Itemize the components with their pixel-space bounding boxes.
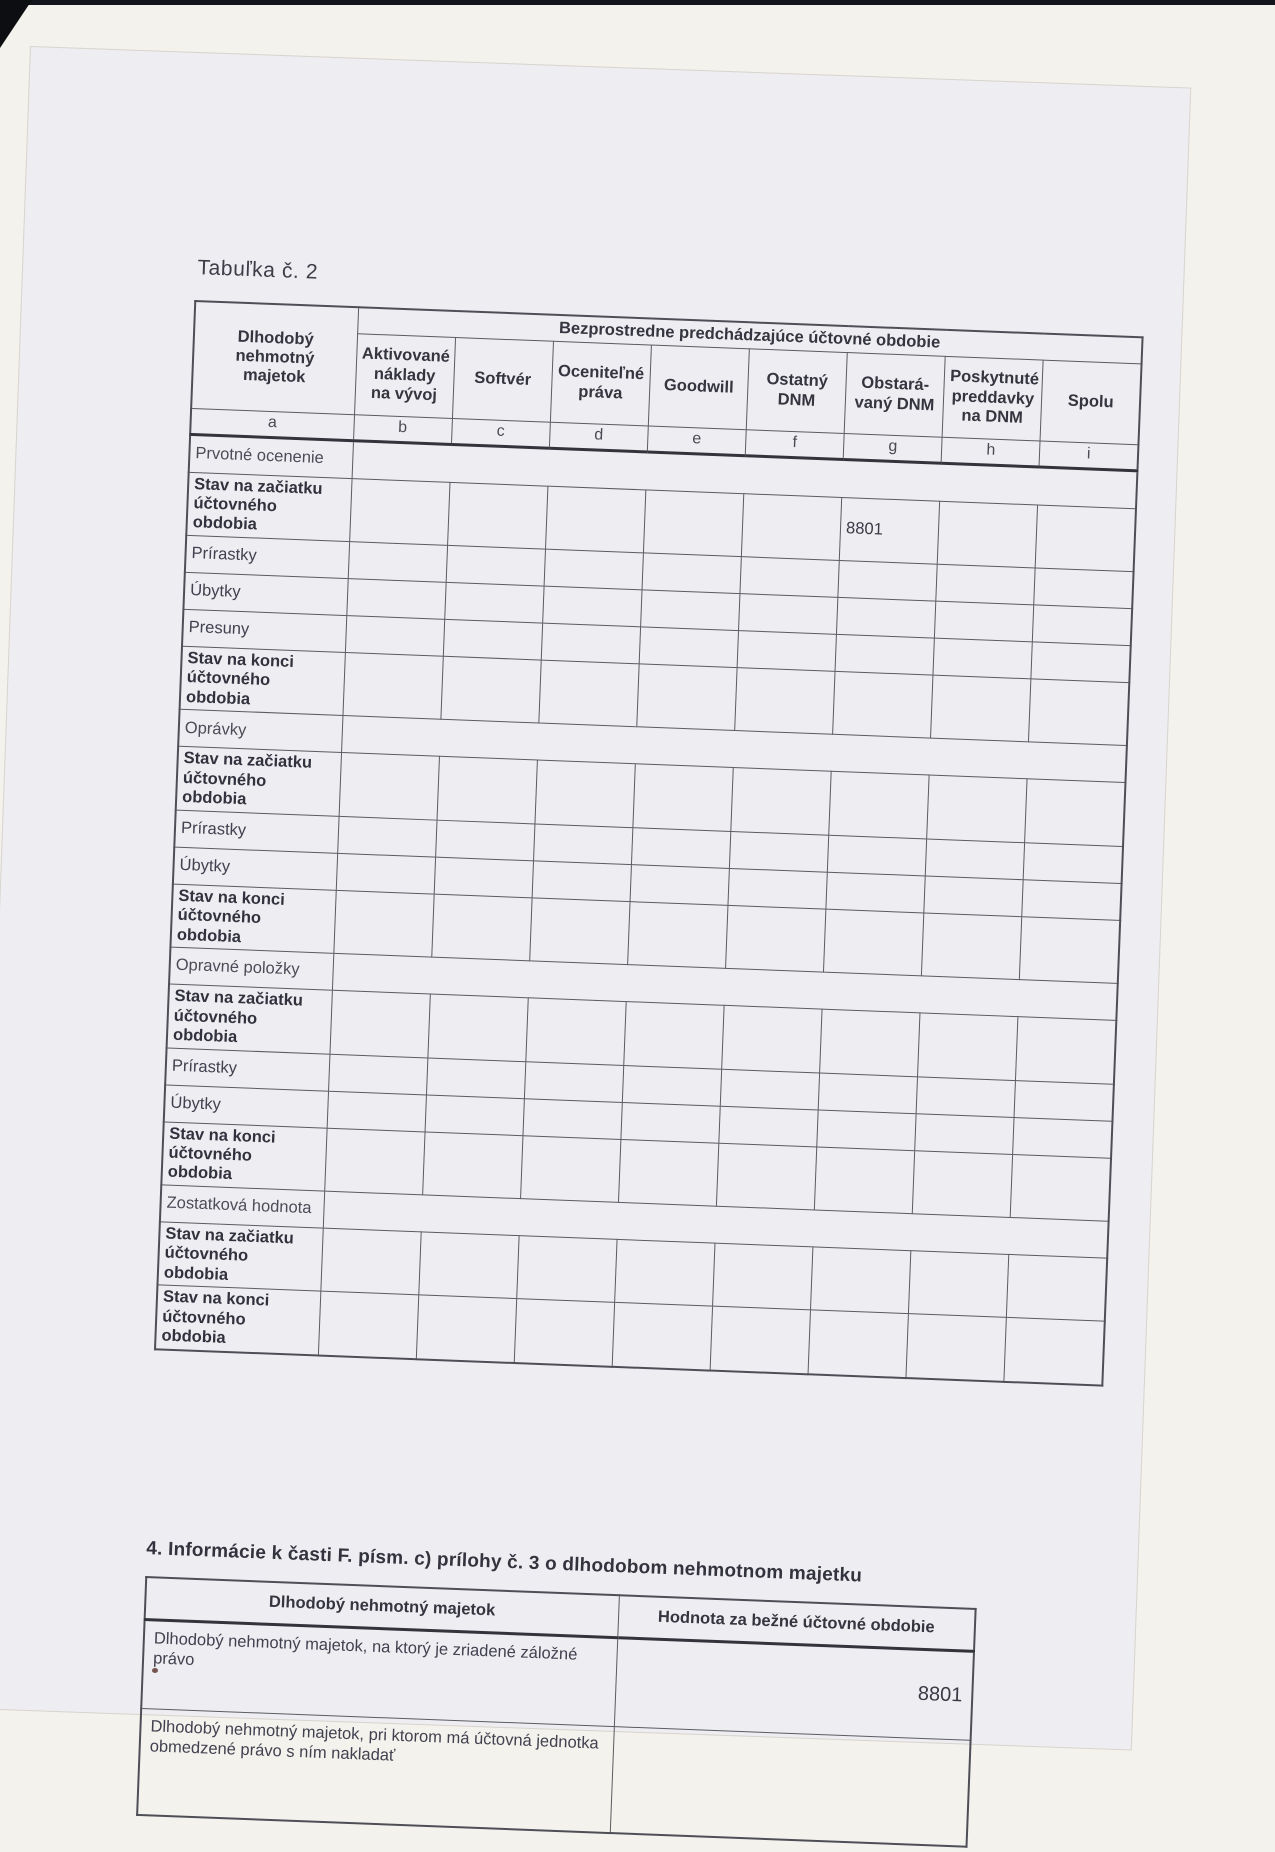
table-cell [532,861,631,902]
table-cell [824,909,924,976]
table-cell [544,549,643,590]
table-cell [630,864,729,905]
table-cell [324,1128,424,1195]
table-cell [933,638,1032,679]
table-cell [526,998,626,1065]
column-letter: a [190,408,354,440]
table-cell [422,1131,522,1198]
table-cell [535,760,635,827]
table-cell [327,1091,426,1132]
table-cell [624,1002,724,1069]
table-cell [826,872,925,913]
row-label: Prírastky [185,535,349,578]
table-cell [906,1314,1006,1382]
row-label: Úbytky [164,1084,328,1127]
table-cell [935,601,1034,642]
table-cell [516,1236,616,1303]
table-cell [729,831,828,872]
column-header: Aktivované náklady na vývoj [354,333,455,418]
table-cell [520,1135,620,1202]
info-col2-header: Hodnota za bežné účtovné obdobie [617,1595,975,1651]
column-letter: b [353,414,452,444]
column-letter: i [1039,441,1138,471]
table-cell [909,1251,1009,1318]
table-cell [618,1139,718,1206]
table-cell [416,1295,516,1363]
table-cell [318,1291,418,1359]
table-cell [541,623,640,664]
table-cell [838,560,937,601]
table-cell [918,1013,1018,1080]
row-label: Stav na konci účtovného obdobia [170,884,335,954]
table-cell [1016,1017,1117,1084]
table-cell [713,1243,813,1310]
table-cell [627,901,727,968]
table-cell [345,615,444,656]
table-cell [615,1239,715,1306]
table-cell [1007,1254,1108,1321]
table-cell [529,898,629,965]
table-cell [1034,568,1134,609]
table-cell [1011,1154,1112,1221]
table-cell [333,890,433,957]
row-label: Stav na konci účtovného obdobia [155,1285,320,1355]
corner-header: Dlhodobý nehmotný majetok [191,301,358,414]
table-cell [739,594,838,635]
scanner-edge-strip [0,0,1275,5]
table-cell [829,772,929,839]
table-cell [912,1150,1012,1217]
document-content [136,256,1147,1852]
table-cell [722,1005,822,1072]
table-cell [343,652,443,719]
column-header: Obstará- vaný DNM [844,352,945,437]
row-label: Prírastky [174,810,338,853]
column-letter: d [549,422,648,452]
table-cell [818,1073,917,1114]
column-header: Spolu [1040,360,1141,445]
table-cell [431,894,531,961]
table-cell [937,501,1037,568]
row-label: Stav na začiatku účtovného obdobia [157,1222,322,1292]
row-label: Úbytky [173,847,337,890]
column-letter: e [647,425,746,455]
row-label: Stav na konci účtovného obdobia [180,646,345,716]
table-cell [827,835,926,876]
table-cell [631,827,730,868]
column-header: Softvér [452,337,553,422]
table-cell [927,775,1027,842]
table-cell [737,631,836,672]
table-cell [621,1102,720,1143]
table-cell [443,619,542,660]
table-cell [330,990,430,1057]
table-cell [328,1054,427,1095]
table-cell [523,1098,622,1139]
table-cell [446,545,545,586]
table-cell [545,486,645,553]
table-cell [337,816,436,857]
table-cell [637,664,737,731]
table-cell [434,857,533,898]
table-cell [924,876,1023,917]
table-cell [339,753,439,820]
row-label: Stav na začiatku účtovného obdobia [176,746,341,816]
column-letter: f [745,429,844,459]
table-cell [720,1069,819,1110]
table-cell [622,1065,721,1106]
row-label: Stav na začiatku účtovného obdobia [186,472,351,542]
value-current-period: 8801 [614,1637,974,1740]
table-cell [820,1009,920,1076]
table-cell [642,553,741,594]
table-cell [441,656,541,723]
table-cell [539,660,639,727]
table-cell [931,675,1031,742]
table-cell [735,667,835,734]
period-header: Bezprostredne predchádzajúce účtovné obdobie [357,307,1142,363]
column-header: Poskytnuté preddavky na DNM [942,356,1043,441]
row-label: Stav na začiatku účtovného obdobia [167,984,332,1054]
table-cell [514,1299,614,1367]
table-cell [437,757,537,824]
column-letter: c [451,418,550,448]
table-cell: 8801 [839,497,939,564]
table-cell [1022,879,1122,920]
table-cell [716,1143,816,1210]
table-cell [444,582,543,623]
table-cell [349,478,449,545]
table-cell [639,627,738,668]
table-cell [833,671,933,738]
table-caption: Tabuľka č. 2 [197,256,319,284]
table-cell [1013,1117,1113,1158]
table-cell [640,590,739,631]
value-current-period [610,1726,971,1846]
table-cell [435,820,534,861]
row-label: Stav na konci účtovného obdobia [161,1121,326,1191]
table-cell [533,824,632,865]
table-cell [1020,916,1121,983]
table-cell [428,994,528,1061]
table-cell [925,839,1024,880]
section-label: Oprávky [178,710,342,753]
info-col1-header: Dlhodobý nehmotný majetok [145,1577,619,1638]
table-cell [346,578,445,619]
row-label: Úbytky [183,572,347,615]
table-cell [524,1061,623,1102]
column-header: Oceniteľné práva [550,341,651,426]
table-cell [741,493,841,560]
table-cell [1033,605,1133,646]
table-cell [1031,642,1131,683]
table-cell [1035,505,1136,572]
table-cell [922,913,1022,980]
table-cell [731,768,831,835]
table-cell [728,868,827,909]
intangible-assets-table [154,300,1144,1386]
table-cell [1014,1080,1114,1121]
column-header: Ostatný DNM [746,348,847,433]
info-table [136,1576,977,1848]
section4-heading: 4. Informácie k časti F. písm. c) prílohy č. 3 o dlhodobom nehmotnom majetku [145,1537,863,1587]
section-label: Prvotné ocenenie [189,434,353,478]
table-cell [916,1076,1015,1117]
table-cell [320,1228,420,1295]
info-row-label: Dlhodobý nehmotný majetok, pri ktorom má účtovná jednotka obmedzené právo s ním nakladať [137,1708,614,1833]
table-cell [1004,1318,1105,1386]
table-cell [936,564,1035,605]
info-row-label: Dlhodobý nehmotný majetok, na ktorý je zriadené záložné právo [141,1619,617,1726]
table-cell [1023,842,1123,883]
table-cell [348,541,447,582]
table-cell [808,1310,908,1378]
table-cell [1029,679,1130,746]
table-cell [426,1058,525,1099]
table-cell [726,905,826,972]
table-cell [612,1303,712,1371]
column-letter: g [843,433,942,463]
table-cell [418,1232,518,1299]
table-cell [425,1094,524,1135]
scanner-corner-shadow [0,0,32,48]
table-cell [740,557,839,598]
table-cell [719,1106,818,1147]
column-letter: h [941,437,1040,467]
table-cell [835,634,934,675]
table-cell [814,1147,914,1214]
table-cell [811,1247,911,1314]
table-cell [710,1306,810,1374]
table-cell [1025,779,1126,846]
section-label: Opravné položky [169,947,333,990]
table-cell [447,482,547,549]
table-cell [336,853,435,894]
table-cell [915,1113,1014,1154]
table-cell [837,597,936,638]
table-cell [817,1110,916,1151]
table-cell [643,489,743,556]
table-cell [633,764,733,831]
table-cell [542,586,641,627]
column-header: Goodwill [648,345,749,430]
row-label: Prírastky [165,1047,329,1090]
section-label: Zostatková hodnota [160,1185,324,1228]
row-label: Presuny [182,609,346,652]
